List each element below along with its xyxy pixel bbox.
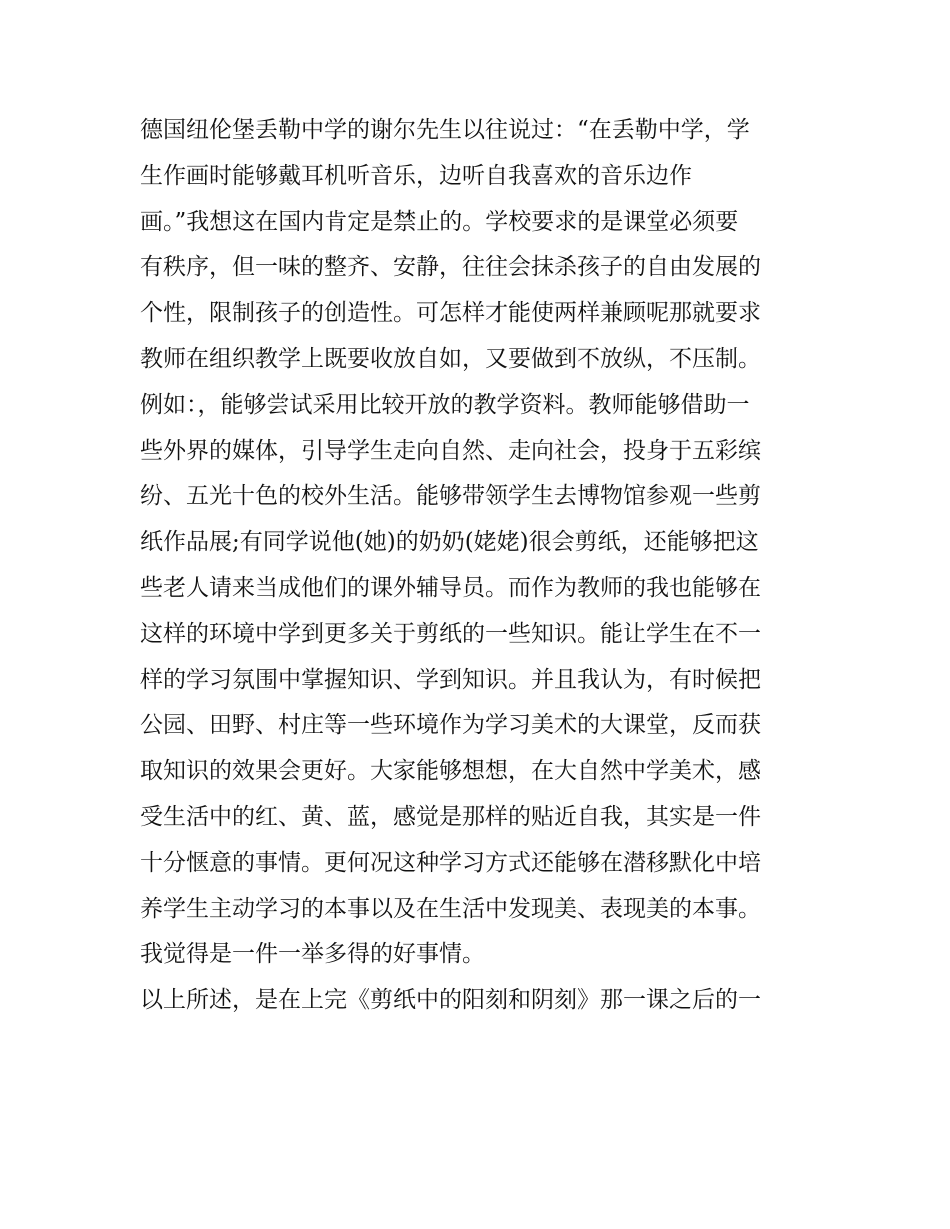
- text-line: 纷、五光十色的校外生活。能够带领学生去博物馆参观一些剪: [140, 483, 761, 510]
- text-line: 有秩序，但一味的整齐、安静，往往会抹杀孩子的自由发展的: [140, 254, 761, 281]
- text-line: 受生活中的红、黄、蓝，感觉是那样的贴近自我，其实是一件: [140, 803, 761, 830]
- text-line: 生作画时能够戴耳机听音乐，边听自我喜欢的音乐边作: [140, 162, 692, 189]
- text-line: 画。”我想这在国内肯定是禁止的。学校要求的是课堂必须要: [140, 208, 739, 235]
- text-line: 个性，限制孩子的创造性。可怎样才能使两样兼顾呢那就要求: [140, 300, 761, 327]
- text-line: 我觉得是一件一举多得的好事情。: [140, 941, 485, 968]
- text-line: 以上所述，是在上完《剪纸中的阳刻和阴刻》那一课之后的一: [140, 987, 761, 1014]
- text-line: 取知识的效果会更好。大家能够想想，在大自然中学美术，感: [140, 758, 761, 785]
- text-line: 养学生主动学习的本事以及在生活中发现美、表现美的本事。: [140, 895, 761, 922]
- text-line: 教师在组织教学上既要收放自如，又要做到不放纵，不压制。: [140, 345, 761, 372]
- text-line: 例如：，能够尝试采用比较开放的教学资料。教师能够借助一: [140, 391, 750, 418]
- text-line: 公园、田野、村庄等一些环境作为学习美术的大课堂，反而获: [140, 712, 761, 739]
- text-line: 样的学习氛围中掌握知识、学到知识。并且我认为，有时候把: [140, 666, 761, 693]
- text-line: 十分惬意的事情。更何况这种学习方式还能够在潜移默化中培: [140, 849, 761, 876]
- text-line: 些外界的媒体，引导学生走向自然、走向社会，投身于五彩缤: [140, 437, 761, 464]
- text-line: 些老人请来当成他们的课外辅导员。而作为教师的我也能够在: [140, 574, 761, 601]
- text-line: 这样的环境中学到更多关于剪纸的一些知识。能让学生在不一: [140, 620, 761, 647]
- text-line: 纸作品展;有同学说他(她)的奶奶(姥姥)很会剪纸，还能够把这: [140, 529, 759, 556]
- body-text: [140, 108, 820, 1024]
- text-line: 德国纽伦堡丢勒中学的谢尔先生以往说过：“在丢勒中学，学: [140, 117, 750, 143]
